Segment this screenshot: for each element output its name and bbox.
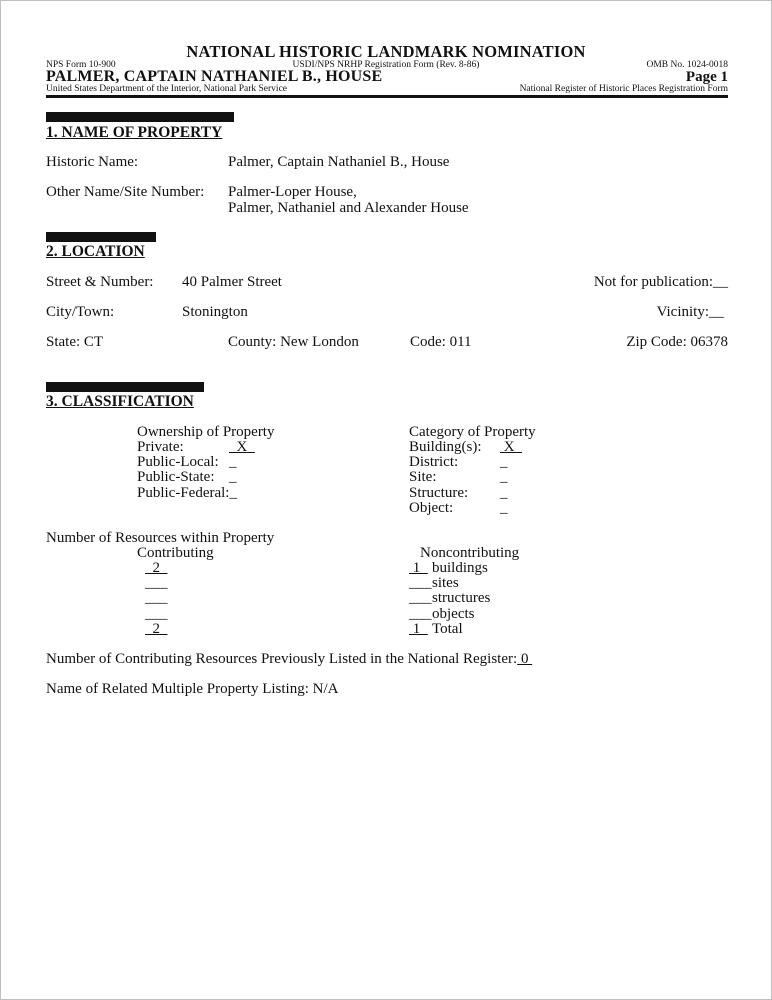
- department-line: United States Department of the Interior, National Park Service: [46, 84, 288, 94]
- category-item: Structure: _: [409, 484, 508, 501]
- omb-number: OMB No. 1024-0018: [646, 60, 728, 70]
- contributing-value: ___: [145, 605, 168, 622]
- noncontributing-row: ___structures: [409, 590, 491, 607]
- noncontributing-row: ___sites: [409, 575, 459, 592]
- form-title: NATIONAL HISTORIC LANDMARK NOMINATION: [186, 42, 586, 61]
- category-item: Building(s): X: [409, 439, 523, 455]
- ownership-list: [137, 440, 255, 501]
- category-item: Site: _: [409, 469, 508, 486]
- register-form-line: National Register of Historic Places Registration Form: [519, 84, 728, 94]
- noncontributing-row: ___objects: [409, 605, 475, 622]
- section-bar: [46, 382, 204, 392]
- contributing-value: 2: [145, 620, 168, 637]
- ownership-item: Public-Local: _: [137, 454, 237, 471]
- multiple-property-listing: Name of Related Multiple Property Listing: N/A: [46, 681, 339, 697]
- section-bar: [46, 232, 156, 242]
- city-label: City/Town:: [46, 304, 115, 320]
- zip-code: Zip Code: 06378: [626, 334, 728, 350]
- previously-listed: Number of Contributing Resources Previously Listed in the National Register: 0: [46, 651, 533, 667]
- other-name-value-2: Palmer, Nathaniel and Alexander House: [228, 200, 469, 216]
- code: Code: 011: [410, 334, 472, 350]
- noncontributing-title: Noncontributing: [420, 545, 520, 561]
- contributing-list: [145, 561, 168, 637]
- historic-name-value: Palmer, Captain Nathaniel B., House: [228, 154, 450, 170]
- ownership-item: Public-State: _: [137, 469, 237, 486]
- contributing-title: Contributing: [137, 545, 214, 561]
- noncontributing-row: 1 Total: [409, 620, 463, 637]
- registration-form-rev: USDI/NPS NRHP Registration Form (Rev. 8-86): [292, 60, 480, 70]
- noncontributing-row: 1 buildings: [409, 560, 488, 576]
- section-title-name-of-property: 1. NAME OF PROPERTY: [46, 124, 223, 141]
- contributing-value: 2: [145, 560, 168, 576]
- section-title-classification: 3. CLASSIFICATION: [46, 393, 194, 410]
- property-title: PALMER, CAPTAIN NATHANIEL B., HOUSE: [46, 68, 383, 85]
- nps-form-number: NPS Form 10-900: [46, 60, 116, 70]
- ownership-item: Private: X: [137, 439, 255, 455]
- noncontributing-list: [409, 561, 490, 637]
- header-rule: [46, 95, 728, 98]
- street-value: 40 Palmer Street: [182, 274, 282, 290]
- contributing-value: ___: [145, 590, 168, 607]
- not-for-publication: Not for publication:__: [593, 274, 728, 290]
- historic-name-label: Historic Name:: [46, 154, 139, 170]
- section-bar: [46, 112, 234, 122]
- vicinity: Vicinity:__: [656, 304, 724, 320]
- category-item: District: _: [409, 454, 508, 471]
- ownership-title: Ownership of Property: [137, 424, 275, 440]
- section-title-location: 2. LOCATION: [46, 243, 145, 260]
- city-value: Stonington: [182, 304, 248, 320]
- county: County: New London: [228, 334, 359, 350]
- street-label: Street & Number:: [46, 274, 154, 290]
- ownership-item: Public-Federal:_: [137, 484, 237, 501]
- other-name-label: Other Name/Site Number:: [46, 184, 205, 200]
- page-number: Page 1: [685, 69, 728, 85]
- category-item: Object: _: [409, 499, 508, 516]
- other-name-value-1: Palmer-Loper House,: [228, 184, 357, 200]
- category-title: Category of Property: [409, 424, 536, 440]
- category-list: [409, 440, 522, 516]
- state: State: CT: [46, 334, 104, 350]
- resources-title: Number of Resources within Property: [46, 530, 275, 546]
- contributing-value: ___: [145, 575, 168, 592]
